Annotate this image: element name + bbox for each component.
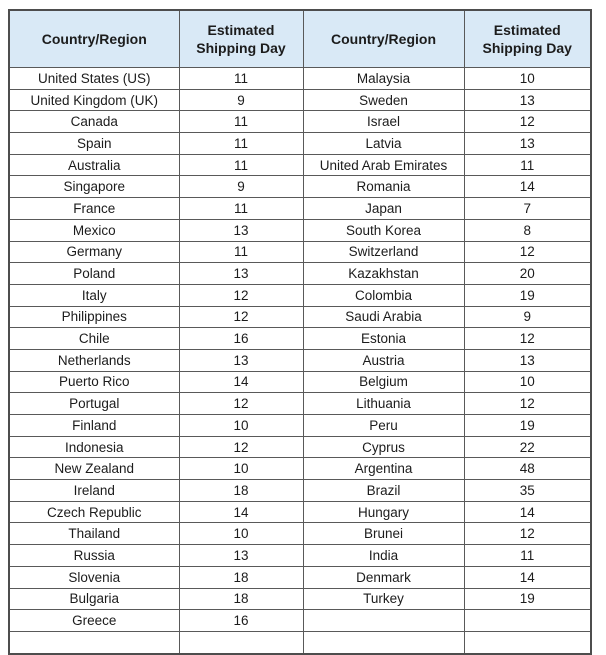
country-cell: South Korea: [303, 219, 464, 241]
table-body: [9, 68, 591, 654]
country-cell: Slovenia: [9, 566, 179, 588]
shipping-days-cell: 14: [464, 501, 591, 523]
shipping-days-cell: 10: [179, 415, 303, 437]
shipping-days-cell: [464, 631, 591, 653]
country-cell: [9, 631, 179, 653]
country-cell: Hungary: [303, 501, 464, 523]
country-cell: Russia: [9, 545, 179, 567]
table-row: [9, 68, 591, 90]
shipping-days-cell: 11: [464, 545, 591, 567]
country-cell: Puerto Rico: [9, 371, 179, 393]
country-cell: Argentina: [303, 458, 464, 480]
table-row: [9, 566, 591, 588]
country-cell: Sweden: [303, 89, 464, 111]
table-row: [9, 176, 591, 198]
shipping-days-cell: 12: [179, 284, 303, 306]
country-cell: Switzerland: [303, 241, 464, 263]
country-cell: Lithuania: [303, 393, 464, 415]
shipping-days-cell: 12: [464, 328, 591, 350]
shipping-days-cell: 48: [464, 458, 591, 480]
shipping-days-cell: 11: [179, 111, 303, 133]
country-cell: Finland: [9, 415, 179, 437]
country-cell: United States (US): [9, 68, 179, 90]
shipping-days-cell: 16: [179, 610, 303, 632]
table-row: [9, 458, 591, 480]
country-cell: Bulgaria: [9, 588, 179, 610]
shipping-days-cell: 10: [464, 371, 591, 393]
shipping-days-cell: 13: [179, 349, 303, 371]
table-row: [9, 480, 591, 502]
country-cell: Romania: [303, 176, 464, 198]
shipping-days-cell: 12: [179, 436, 303, 458]
table-row: [9, 263, 591, 285]
column-header-country-left: Country/Region: [9, 10, 179, 68]
shipping-days-cell: 14: [179, 371, 303, 393]
shipping-days-cell: 20: [464, 263, 591, 285]
shipping-days-cell: 8: [464, 219, 591, 241]
country-cell: Mexico: [9, 219, 179, 241]
country-cell: Brazil: [303, 480, 464, 502]
column-header-days-right: Estimated Shipping Day: [464, 10, 591, 68]
table-row: [9, 393, 591, 415]
shipping-days-cell: 19: [464, 284, 591, 306]
table-row: [9, 436, 591, 458]
country-cell: Peru: [303, 415, 464, 437]
table-row: [9, 588, 591, 610]
table-row: [9, 198, 591, 220]
shipping-days-cell: 11: [179, 68, 303, 90]
country-cell: Israel: [303, 111, 464, 133]
country-cell: Poland: [9, 263, 179, 285]
table-row: [9, 306, 591, 328]
table-row: [9, 284, 591, 306]
country-cell: Italy: [9, 284, 179, 306]
country-cell: Saudi Arabia: [303, 306, 464, 328]
country-cell: Canada: [9, 111, 179, 133]
shipping-days-cell: 11: [179, 154, 303, 176]
shipping-days-cell: 10: [179, 458, 303, 480]
shipping-days-cell: 12: [464, 241, 591, 263]
shipping-days-table-container: [8, 9, 590, 655]
shipping-days-cell: 13: [464, 133, 591, 155]
table-row: [9, 415, 591, 437]
country-cell: Brunei: [303, 523, 464, 545]
country-cell: Portugal: [9, 393, 179, 415]
shipping-days-cell: 13: [179, 545, 303, 567]
table-row: [9, 219, 591, 241]
table-row: [9, 523, 591, 545]
shipping-days-cell: 7: [464, 198, 591, 220]
shipping-days-cell: 14: [179, 501, 303, 523]
column-header-country-right: Country/Region: [303, 10, 464, 68]
country-cell: Estonia: [303, 328, 464, 350]
table-row: [9, 111, 591, 133]
table-row: [9, 154, 591, 176]
shipping-days-cell: 9: [179, 89, 303, 111]
shipping-days-cell: 14: [464, 566, 591, 588]
shipping-days-cell: 9: [179, 176, 303, 198]
country-cell: Chile: [9, 328, 179, 350]
country-cell: Thailand: [9, 523, 179, 545]
shipping-days-cell: 13: [464, 349, 591, 371]
shipping-days-cell: 12: [179, 306, 303, 328]
country-cell: Greece: [9, 610, 179, 632]
country-cell: [303, 610, 464, 632]
shipping-days-cell: 13: [179, 219, 303, 241]
country-cell: France: [9, 198, 179, 220]
country-cell: Indonesia: [9, 436, 179, 458]
shipping-days-cell: 18: [179, 566, 303, 588]
shipping-days-cell: 11: [179, 133, 303, 155]
country-cell: Czech Republic: [9, 501, 179, 523]
country-cell: Colombia: [303, 284, 464, 306]
country-cell: New Zealand: [9, 458, 179, 480]
country-cell: [303, 631, 464, 653]
shipping-days-cell: 35: [464, 480, 591, 502]
shipping-days-cell: 11: [179, 241, 303, 263]
country-cell: Denmark: [303, 566, 464, 588]
country-cell: Spain: [9, 133, 179, 155]
shipping-days-table: [8, 9, 592, 655]
country-cell: Cyprus: [303, 436, 464, 458]
shipping-days-cell: 14: [464, 176, 591, 198]
country-cell: United Arab Emirates: [303, 154, 464, 176]
country-cell: Japan: [303, 198, 464, 220]
column-header-days-left: Estimated Shipping Day: [179, 10, 303, 68]
shipping-days-cell: 13: [464, 89, 591, 111]
shipping-days-cell: 13: [179, 263, 303, 285]
country-cell: United Kingdom (UK): [9, 89, 179, 111]
table-row: [9, 241, 591, 263]
country-cell: Netherlands: [9, 349, 179, 371]
table-row: [9, 328, 591, 350]
country-cell: Philippines: [9, 306, 179, 328]
shipping-days-cell: 12: [464, 111, 591, 133]
country-cell: Latvia: [303, 133, 464, 155]
country-cell: Austria: [303, 349, 464, 371]
country-cell: Turkey: [303, 588, 464, 610]
table-row: [9, 610, 591, 632]
shipping-days-cell: 10: [179, 523, 303, 545]
country-cell: Australia: [9, 154, 179, 176]
country-cell: Malaysia: [303, 68, 464, 90]
shipping-days-cell: 12: [464, 393, 591, 415]
table-row: [9, 371, 591, 393]
shipping-days-cell: 18: [179, 480, 303, 502]
shipping-days-cell: 10: [464, 68, 591, 90]
shipping-days-cell: 9: [464, 306, 591, 328]
country-cell: Ireland: [9, 480, 179, 502]
shipping-days-cell: 12: [179, 393, 303, 415]
shipping-days-cell: [179, 631, 303, 653]
shipping-days-cell: 12: [464, 523, 591, 545]
country-cell: Belgium: [303, 371, 464, 393]
header-row: [9, 10, 591, 68]
shipping-days-cell: [464, 610, 591, 632]
table-row: [9, 89, 591, 111]
table-row: [9, 631, 591, 653]
country-cell: India: [303, 545, 464, 567]
country-cell: Kazakhstan: [303, 263, 464, 285]
shipping-days-cell: 11: [179, 198, 303, 220]
shipping-days-cell: 16: [179, 328, 303, 350]
country-cell: Germany: [9, 241, 179, 263]
shipping-days-cell: 19: [464, 415, 591, 437]
table-row: [9, 133, 591, 155]
table-row: [9, 349, 591, 371]
shipping-days-cell: 19: [464, 588, 591, 610]
table-row: [9, 501, 591, 523]
shipping-days-cell: 22: [464, 436, 591, 458]
table-row: [9, 545, 591, 567]
country-cell: Singapore: [9, 176, 179, 198]
shipping-days-cell: 18: [179, 588, 303, 610]
shipping-days-cell: 11: [464, 154, 591, 176]
